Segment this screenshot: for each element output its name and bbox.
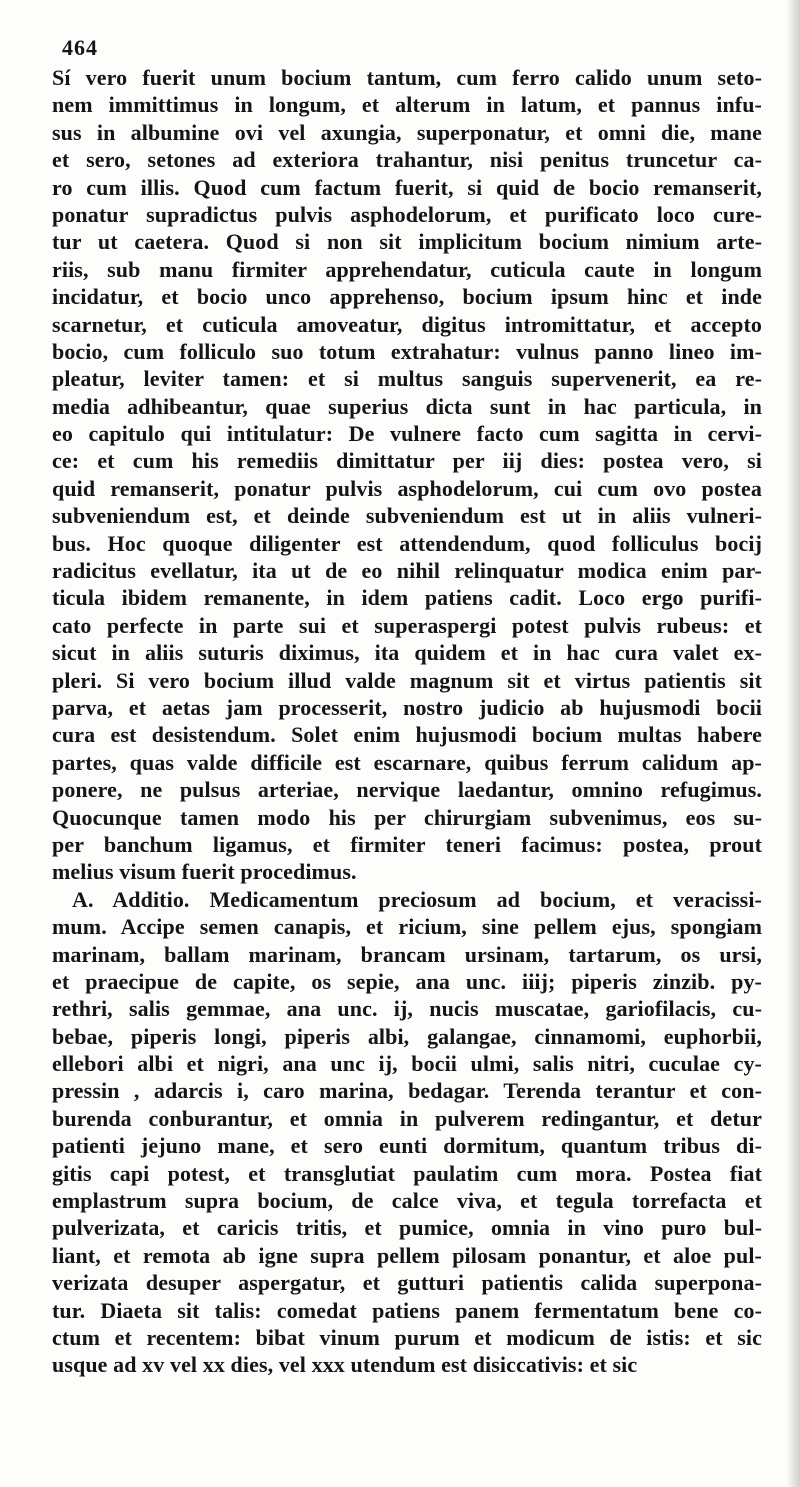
text-line: ro cum illis. Quod cum factum fuerit, si quid de bocio remanserit,: [52, 174, 762, 200]
text-line: media adhibeantur, quae superius dicta sunt in hac particula, in: [52, 393, 762, 419]
text-line: bebae, piperis longi, piperis albi, galangae, cinnamomi, euphorbii,: [52, 1023, 762, 1049]
text-line: emplastrum supra bocium, de calce viva, et tegula torrefacta et: [52, 1188, 762, 1214]
text-line: eo capitulo qui intitulatur: De vulnere facto cum sagitta in cervi-: [52, 421, 762, 447]
text-line: gitis capi potest, et transglutiat paulatim cum mora. Postea fiat: [52, 1160, 762, 1186]
text-line: subveniendum est, et deinde subveniendum est ut in aliis vulneri-: [52, 503, 762, 529]
text-line: pleatur, leviter tamen: et si multus sanguis supervenerit, ea re-: [52, 366, 762, 392]
text-line: verizata desuper aspergatur, et gutturi patientis calida superpona-: [52, 1270, 762, 1296]
text-line: mum. Accipe semen canapis, et ricium, sine pellem ejus, spongiam: [52, 914, 762, 940]
text-line: liant, et remota ab igne supra pellem pilosam ponantur, et aloe pul-: [52, 1242, 762, 1268]
text-line: radicitus evellatur, ita ut de eo nihil relinquatur modica enim par-: [52, 558, 762, 584]
text-line: patienti jejuno mane, et sero eunti dormitum, quantum tribus di-: [52, 1133, 762, 1159]
text-line: usque ad xv vel xx dies, vel xxx utendum est disiccativis: et sic: [52, 1352, 638, 1378]
text-line: rethri, salis gemmae, ana unc. ij, nucis muscatae, gariofilacis, cu-: [52, 996, 762, 1022]
text-line: pleri. Si vero bocium illud valde magnum sit et virtus patientis sit: [52, 667, 762, 693]
text-line: Quocunque tamen modo his per chirurgiam subvenimus, eos su-: [52, 804, 762, 830]
text-line: incidatur, et bocio unco apprehenso, bocium ipsum hinc et inde: [52, 284, 762, 310]
text-line: quid remanserit, ponatur pulvis asphodelorum, cui cum ovo postea: [52, 475, 762, 501]
text-line: sus in albumine ovi vel axungia, superponatur, et omni die, mane: [52, 119, 762, 145]
text-line: ponere, ne pulsus arteriae, nervique laedantur, omnino refugimus.: [52, 777, 762, 803]
text-line: pulverizata, et caricis tritis, et pumice, omnia in vino puro bul-: [52, 1215, 762, 1241]
text-line: bocio, cum folliculo suo totum extrahatur: vulnus panno lineo im-: [52, 338, 762, 364]
text-line: scarnetur, et cuticula amoveatur, digitus intromittatur, et accepto: [52, 311, 762, 337]
text-line: nem immittimus in longum, et alterum in latum, et pannus infu-: [52, 92, 762, 118]
text-line: per banchum ligamus, et firmiter teneri facimus: postea, prout: [52, 831, 762, 857]
text-line: ellebori albi et nigri, ana unc ij, bocii ulmi, salis nitri, cuculae cy-: [52, 1051, 762, 1077]
text-line: marinam, ballam marinam, brancam ursinam, tartarum, os ursi,: [52, 941, 762, 967]
text-line: tur. Diaeta sit talis: comedat patiens panem fermentatum bene co-: [52, 1297, 762, 1323]
page-number: 464: [62, 35, 98, 60]
text-line: burenda conburantur, et omnia in pulverem redingantur, et detur: [52, 1105, 762, 1131]
body-text: [52, 64, 762, 1379]
text-line: pressin , adarcis i, caro marina, bedagar. Terenda terantur et con-: [52, 1078, 762, 1104]
text-line: et praecipue de capite, os sepie, ana unc. iiij; piperis zinzib. py-: [52, 968, 762, 994]
text-line: A. Additio. Medicamentum preciosum ad bocium, et veracissi-: [72, 886, 762, 912]
text-line: parva, et aetas jam processerit, nostro judicio ab hujusmodi bocii: [52, 694, 762, 720]
text-line: ctum et recentem: bibat vinum purum et modicum de istis: et sic: [52, 1324, 762, 1350]
text-line: cura est desistendum. Solet enim hujusmodi bocium multas habere: [52, 722, 762, 748]
paragraph: [52, 886, 762, 1379]
text-line: Sí vero fuerit unum bocium tantum, cum ferro calido unum seto-: [52, 65, 762, 90]
text-line: bus. Hoc quoque diligenter est attendendum, quod folliculus bocij: [52, 530, 762, 556]
text-line: tur ut caetera. Quod si non sit implicitum bocium nimium arte-: [52, 229, 762, 255]
text-line: ponatur supradictus pulvis asphodelorum, et purificato loco cure-: [52, 201, 762, 227]
text-line: sicut in aliis suturis diximus, ita quidem et in hac cura valet ex-: [52, 640, 762, 666]
text-line: partes, quas valde difficile est escarnare, quibus ferrum calidum ap-: [52, 749, 762, 775]
text-line: et sero, setones ad exteriora trahantur, nisi penitus truncetur ca-: [52, 147, 762, 173]
text-line: melius visum fuerit procedimus.: [52, 859, 357, 885]
page-edge-shadow: [786, 0, 800, 1487]
text-line: riis, sub manu firmiter apprehendatur, cuticula caute in longum: [52, 256, 762, 282]
paragraph: [52, 64, 762, 886]
text-line: cato perfecte in parte sui et superaspergi potest pulvis rubeus: et: [52, 612, 762, 638]
text-line: ce: et cum his remediis dimittatur per iij dies: postea vero, si: [52, 448, 762, 474]
text-line: ticula ibidem remanente, in idem patiens cadit. Loco ergo purifi-: [52, 585, 762, 611]
